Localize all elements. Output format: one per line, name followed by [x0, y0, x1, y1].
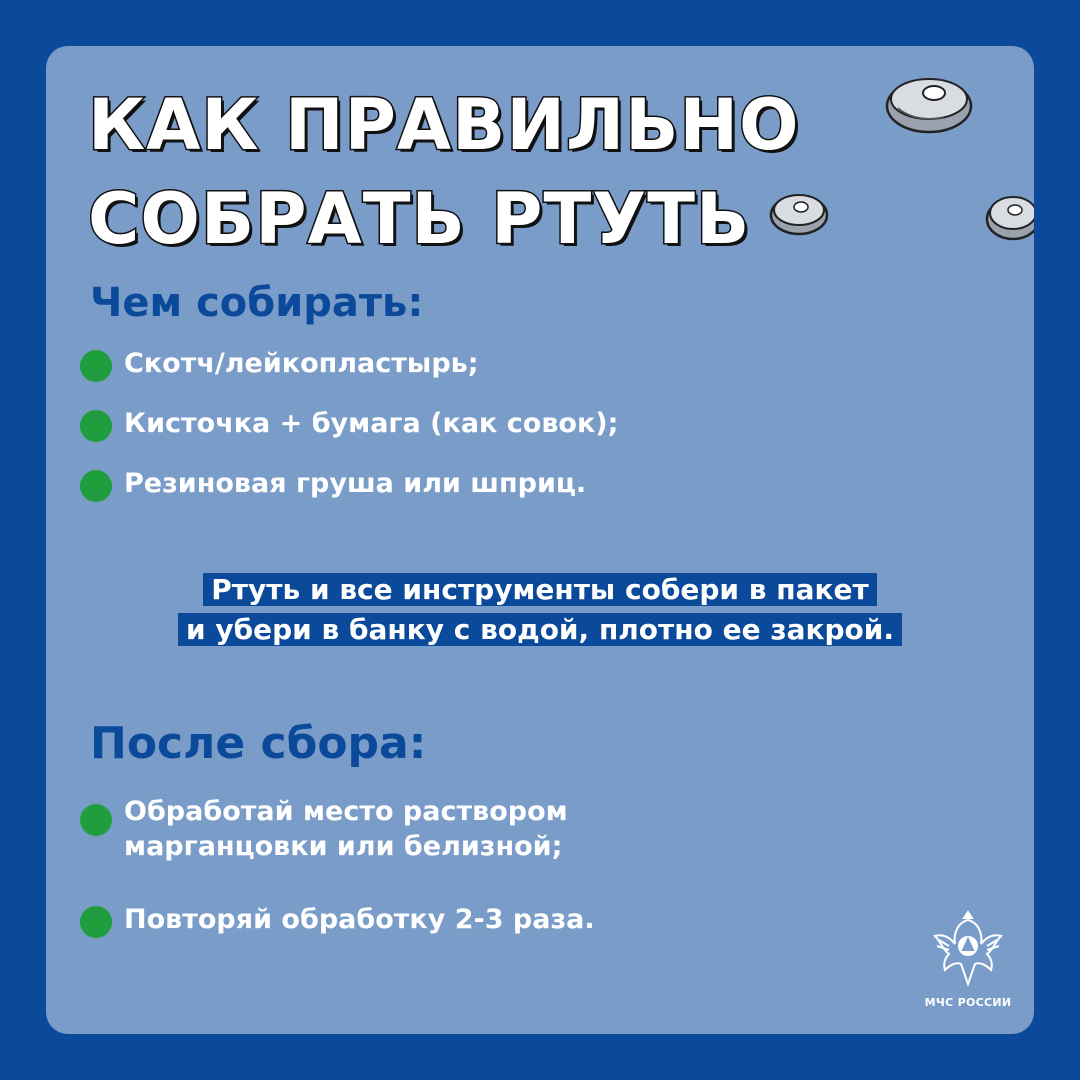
mercury-drop-icon [884, 68, 974, 136]
section-heading-after: После сбора: [90, 718, 427, 769]
title-line-1: КАК ПРАВИЛЬНО [88, 84, 800, 166]
mercury-drop-icon [984, 190, 1034, 242]
info-card [46, 46, 1034, 1034]
green-dot-icon [80, 350, 112, 382]
list-item [80, 902, 684, 937]
list-item-text: Скотч/лейкопластырь; [124, 348, 479, 379]
mchs-logo [916, 906, 1020, 1009]
green-dot-icon [80, 804, 112, 836]
list-item [80, 466, 618, 526]
collect-list [80, 346, 618, 526]
title-line-2: СОБРАТЬ РТУТЬ [88, 178, 751, 260]
after-list [80, 794, 684, 975]
green-dot-icon [80, 410, 112, 442]
list-item-text: Резиновая груша или шприц. [124, 468, 587, 499]
list-item [80, 406, 618, 466]
green-dot-icon [80, 470, 112, 502]
green-dot-icon [80, 906, 112, 938]
list-item-text: Обработай место раствором марганцовки или белизной; [124, 796, 568, 862]
highlight-line-1: Ртуть и все инструменты собери в пакет [203, 573, 876, 606]
mercury-drop-icon [768, 188, 830, 238]
list-item [80, 794, 684, 864]
list-item-text: Кисточка + бумага (как совок); [124, 408, 619, 439]
mchs-eagle-emblem-icon [931, 906, 1005, 990]
section-heading-collect: Чем собирать: [90, 280, 424, 326]
highlight-note [110, 570, 970, 650]
logo-text: МЧС РОССИИ [924, 996, 1012, 1009]
list-item-text: Повторяй обработку 2-3 раза. [124, 904, 595, 935]
highlight-line-2: и убери в банку с водой, плотно ее закрой. [178, 613, 902, 646]
page-title [88, 78, 800, 266]
list-item [80, 346, 618, 406]
